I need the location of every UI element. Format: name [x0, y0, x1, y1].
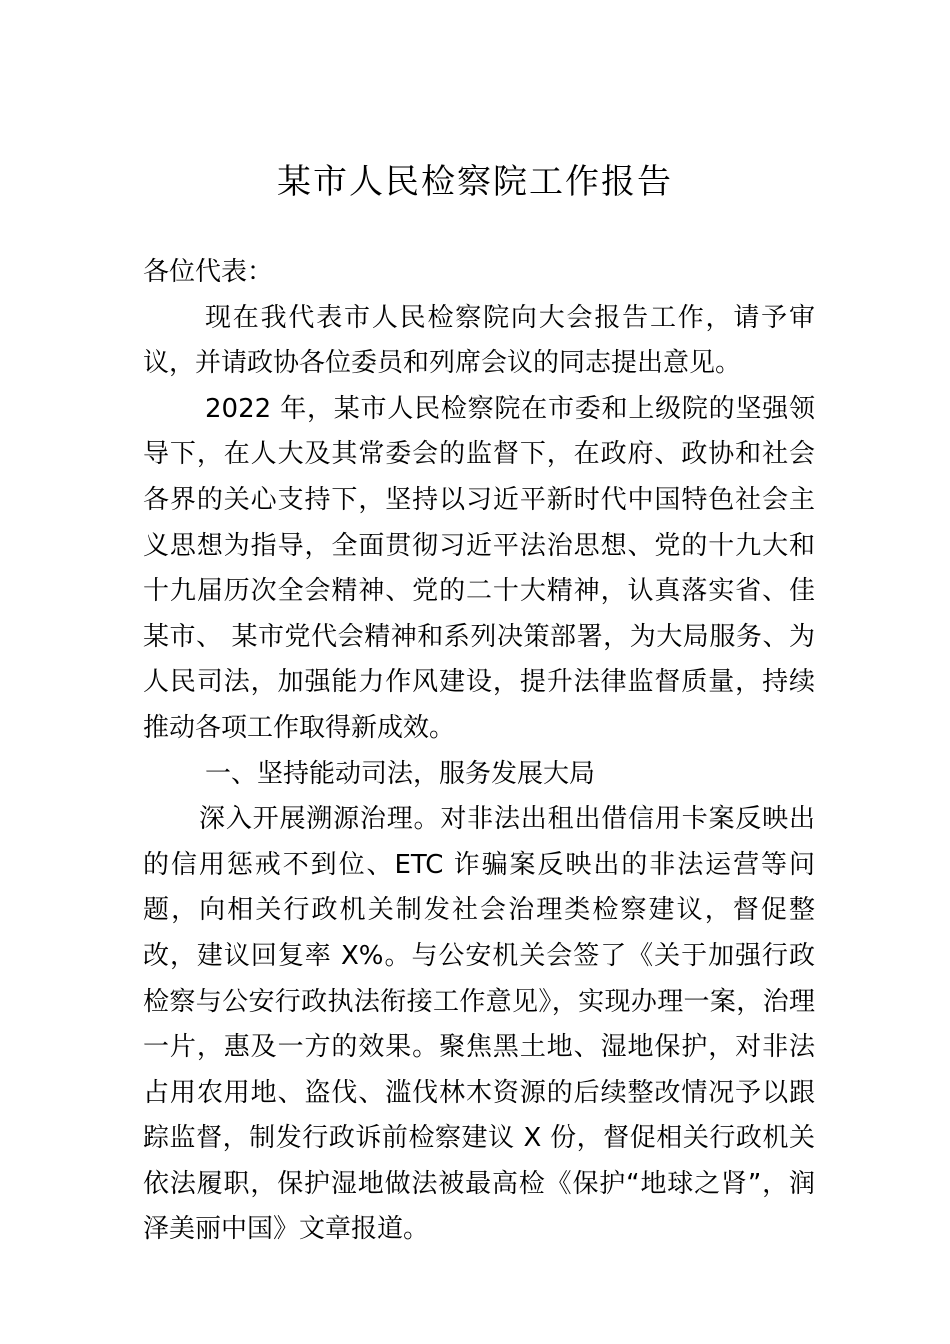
section-heading: 一、坚持能动司法，服务发展大局	[205, 758, 596, 789]
paragraph-summary: 2022 年，某市人民检察院在市委和上级院的坚强领导下，在人大及其常委会的监督下，在政府、政协和社会各界的关心支持下，坚持以习近平新时代中国特色社会主义思想为指导，全面贯彻习近平法治思想、党的十九大和十九届历次全会精神、党的二十大精神，认真落实省、佳某市、 某市党代会精神和系列决策部署，为大局服务、为人民司法，加强能力作风建设，提升法律监督质量，持续推动各项工作取得新成效。	[143, 393, 815, 743]
salutation: 各位代表：	[143, 257, 274, 287]
document-title: 某市人民检察院工作报告	[277, 162, 673, 202]
document-body	[143, 250, 815, 1253]
paragraph-intro: 现在我代表市人民检察院向大会报告工作，请予审议，并请政协各位委员和列席会议的同志提出意见。	[143, 302, 815, 379]
section-paragraph: 深入开展溯源治理。对非法出租出借信用卡案反映出的信用惩戒不到位、ETC 诈骗案反映出的非法运营等问题，向相关行政机关制发社会治理类检察建议，督促整改，建议回复率 X%。与公安机关会签了《关于加强行政检察与公安行政执法衔接工作意见》，实现办理一案，治理一片，惠及一方的效果。聚焦黑土地、湿地保护，对非法占用农用地、盗伐、滥伐林木资源的后续整改情况予以跟踪监督，制发行政诉前检察建议 X 份，督促相关行政机关依法履职，保护湿地做法被最高检《保护“地球之肾”，润泽美丽中国》文章报道。	[143, 804, 815, 1245]
